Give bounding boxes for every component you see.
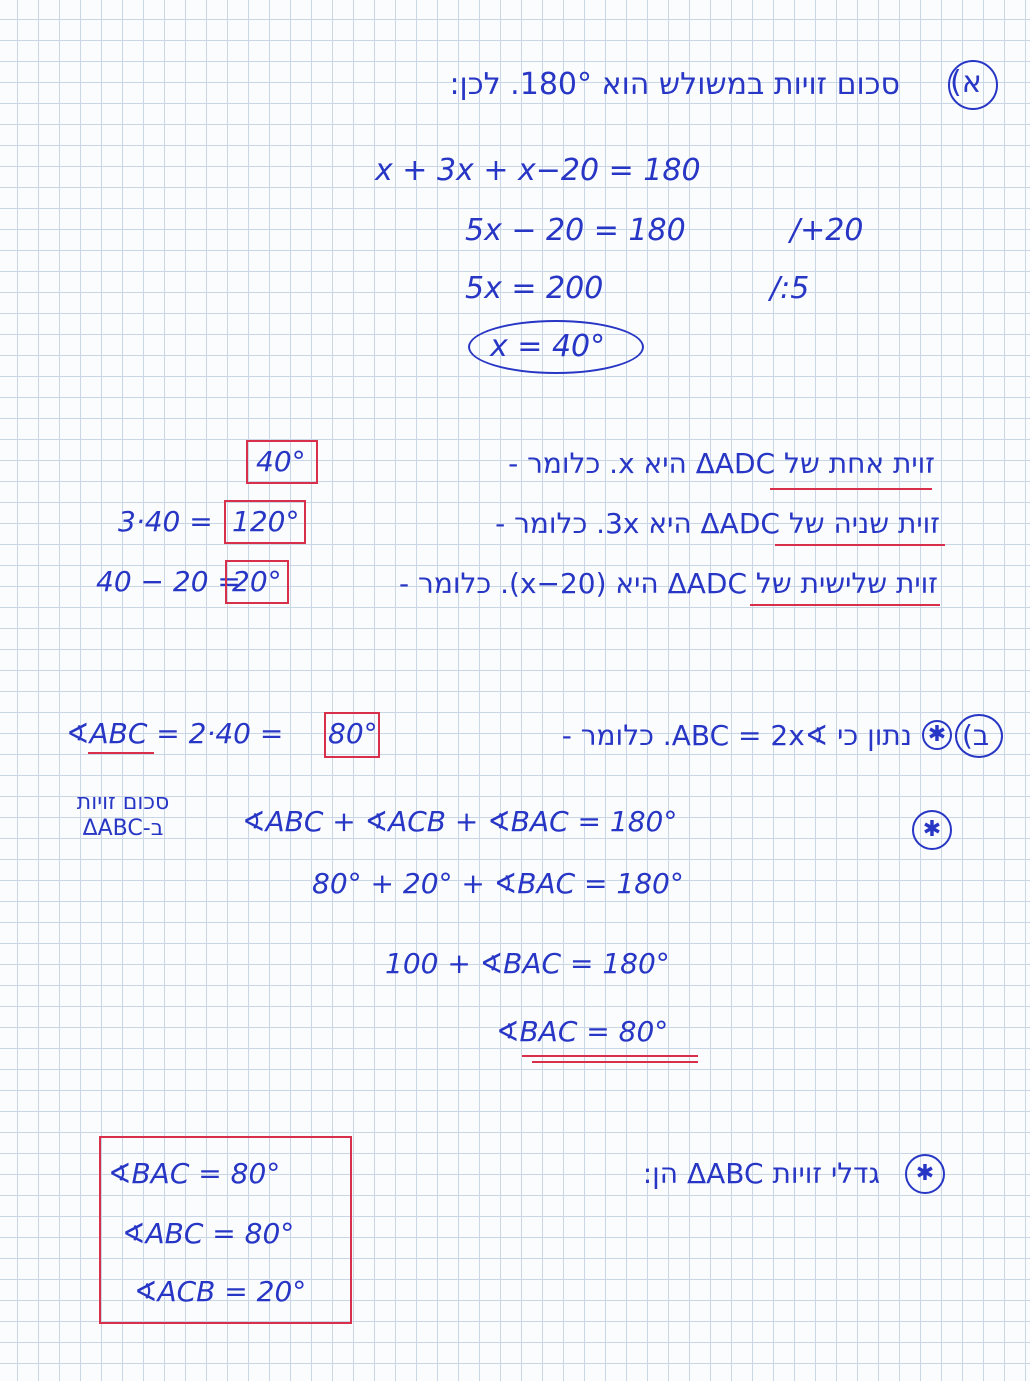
angle-row-3-text: זוית שלישית של ΔADC היא (x−20). כלומר - bbox=[399, 567, 938, 600]
angle-row-1-text: זוית אחת של ΔADC היא x. כלומר - bbox=[508, 447, 935, 480]
section-a-intro: סכום זויות במשולש הוא 180°. לכן: bbox=[449, 67, 900, 102]
equation-2: 5x − 20 = 180 bbox=[465, 213, 686, 248]
side-note-line-1: סכום זויות bbox=[76, 790, 170, 815]
equation-3: 5x = 200 bbox=[465, 271, 604, 306]
result-x: x = 40° bbox=[490, 329, 606, 364]
summary-acb: ∢ACB = 20° bbox=[134, 1275, 307, 1308]
angle-row-2-prefix: 3·40 = bbox=[118, 505, 213, 538]
row-3-underline bbox=[750, 604, 940, 606]
section-a-label: א) bbox=[950, 65, 982, 100]
reduce-equation: 100 + ∢BAC = 180° bbox=[385, 947, 670, 980]
equation-3-note: /:5 bbox=[770, 271, 810, 306]
abc-underline bbox=[88, 752, 154, 754]
angle-row-3-value: 20° bbox=[232, 565, 282, 598]
section-b-label: ב) bbox=[962, 719, 990, 752]
star-icon-3: ✱ bbox=[905, 1154, 945, 1194]
star-icon-2: ✱ bbox=[912, 810, 952, 850]
angle-row-1-value: 40° bbox=[256, 445, 306, 478]
abc-calc-value: 80° bbox=[328, 717, 378, 750]
star-icon: ✱ bbox=[922, 720, 952, 750]
equation-2-note: /+20 bbox=[790, 213, 864, 248]
substitute-equation: 80° + 20° + ∢BAC = 180° bbox=[312, 867, 684, 900]
angle-row-3-prefix: 40 − 20 = bbox=[96, 565, 241, 598]
summary-bac: ∢BAC = 80° bbox=[108, 1157, 281, 1190]
bac-underline-2 bbox=[532, 1061, 698, 1063]
summary-text: גדלי זויות ΔABC הן: bbox=[642, 1157, 880, 1190]
bac-underline-1 bbox=[522, 1055, 698, 1057]
abc-calc-prefix: ∢ABC = 2·40 = bbox=[66, 717, 284, 750]
row-1-underline bbox=[770, 488, 932, 490]
equation-1: x + 3x + x−20 = 180 bbox=[375, 153, 701, 188]
summary-abc: ∢ABC = 80° bbox=[122, 1217, 295, 1250]
row-2-underline bbox=[775, 544, 945, 546]
section-b-given: נתון כי ∢ABC = 2x. כלומר - bbox=[561, 719, 912, 752]
angle-row-2-value: 120° bbox=[232, 505, 300, 538]
bac-result: ∢BAC = 80° bbox=[496, 1015, 669, 1048]
side-note-line-2: ב-ΔABC bbox=[82, 816, 164, 841]
angle-row-2-text: זוית שניה של ΔADC היא 3x. כלומר - bbox=[495, 507, 940, 540]
sum-equation: ∢ABC + ∢ACB + ∢BAC = 180° bbox=[242, 805, 678, 838]
